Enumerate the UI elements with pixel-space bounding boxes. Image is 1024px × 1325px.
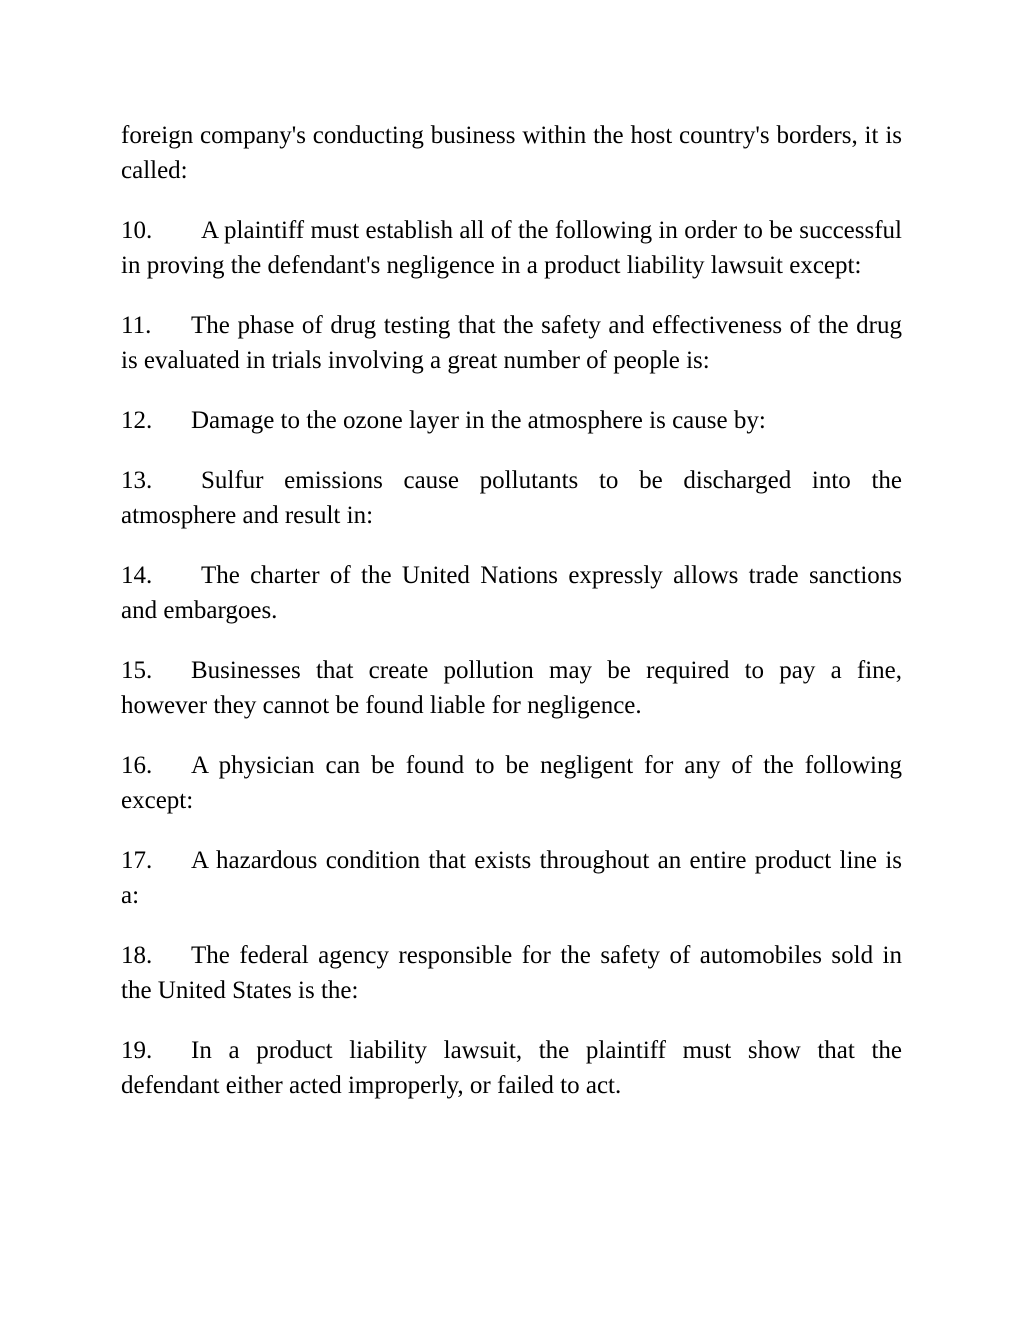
question-13 (121, 463, 902, 533)
question-number: 16. (121, 752, 153, 779)
question-number: 11. (121, 312, 152, 339)
question-10 (121, 213, 902, 283)
question-text: The charter of the United Nations expressly allows trade sanctions and embargoes. (121, 562, 902, 624)
question-number: 19. (121, 1037, 153, 1064)
question-number: 13. (121, 467, 153, 494)
question-number: 18. (121, 942, 153, 969)
document-page (121, 118, 902, 1128)
question-number: 17. (121, 847, 153, 874)
question-16 (121, 748, 902, 818)
question-text: Damage to the ozone layer in the atmosphere is cause by: (191, 407, 766, 434)
question-17 (121, 843, 902, 913)
question-number: 14. (121, 562, 153, 589)
question-15 (121, 653, 902, 723)
question-18 (121, 938, 902, 1008)
question-text: The federal agency responsible for the safety of automobiles sold in the United States is the: (121, 942, 902, 1004)
question-number: 15. (121, 657, 153, 684)
question-text: The phase of drug testing that the safety and effectiveness of the drug is evaluated in trials involving a great number of people is: (121, 312, 902, 374)
question-19 (121, 1033, 902, 1103)
question-text: In a product liability lawsuit, the plaintiff must show that the defendant either acted improperly, or failed to act. (121, 1037, 902, 1099)
question-text: A plaintiff must establish all of the following in order to be successful in proving the defendant's negligence in a product liability lawsuit except: (121, 217, 902, 279)
question-12 (121, 403, 902, 438)
question-14 (121, 558, 902, 628)
question-number: 10. (121, 217, 153, 244)
question-text: A hazardous condition that exists throughout an entire product line is a: (121, 847, 902, 909)
continuation-paragraph: foreign company's conducting business within the host country's borders, it is called: (121, 122, 902, 184)
question-text: Businesses that create pollution may be required to pay a fine, however they cannot be found liable for negligence. (121, 657, 902, 719)
question-text: A physician can be found to be negligent for any of the following except: (121, 752, 902, 814)
question-number: 12. (121, 407, 153, 434)
question-11 (121, 308, 902, 378)
question-text: Sulfur emissions cause pollutants to be discharged into the atmosphere and result in: (121, 467, 902, 529)
